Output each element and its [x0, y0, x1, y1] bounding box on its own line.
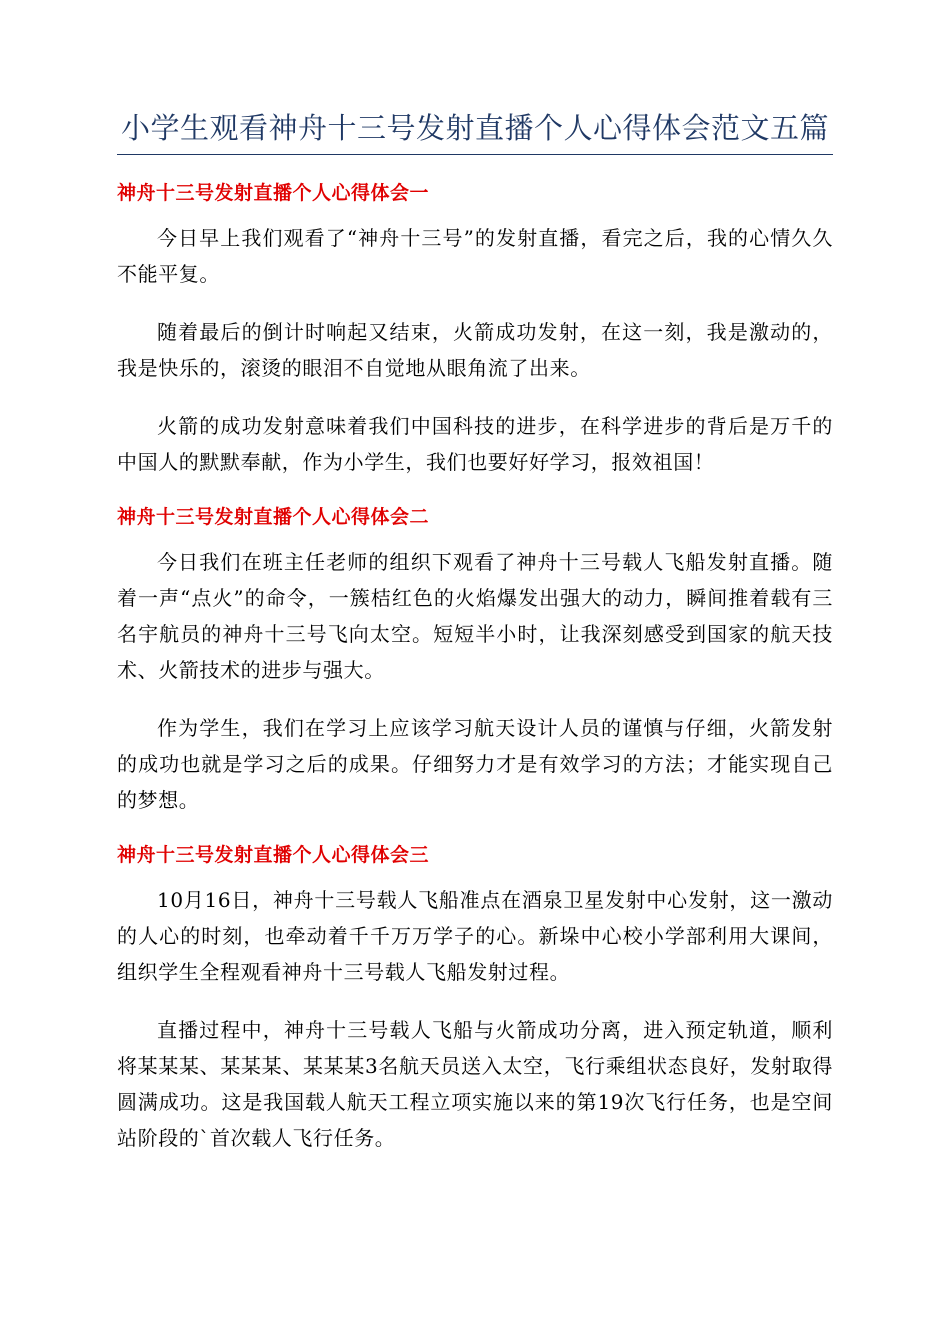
paragraph: 今日我们在班主任老师的组织下观看了神舟十三号载人飞船发射直播。随着一声“点火”的命令，一簇桔红色的火焰爆发出强大的动力，瞬间推着载有三名宇航员的神舟十三号飞向太空。短短半小时，让我深刻感受到国家的航天技术、火箭技术的进步与强大。 [117, 550, 833, 682]
section-1 [117, 178, 833, 480]
page-title: 小学生观看神舟十三号发射直播个人心得体会范文五篇 [120, 111, 829, 145]
document-body [117, 178, 833, 1178]
paragraph: 直播过程中，神舟十三号载人飞船与火箭成功分离，进入预定轨道，顺利将某某某、某某某、某某某3名航天员送入太空，飞行乘组状态良好，发射取得圆满成功。这是我国载人航天工程立项实施以来的第19次飞行任务，也是空间站阶段的`首次载人飞行任务。 [117, 1018, 833, 1150]
paragraph: 10月16日，神舟十三号载人飞船准点在酒泉卫星发射中心发射，这一激动的人心的时刻，也牵动着千千万万学子的心。新垛中心校小学部利用大课间，组织学生全程观看神舟十三号载人飞船发射过程。 [117, 888, 833, 984]
title-block [117, 108, 833, 155]
section-heading: 神舟十三号发射直播个人心得体会二 [117, 506, 430, 528]
section-2 [117, 502, 833, 818]
section-heading: 神舟十三号发射直播个人心得体会三 [117, 844, 430, 866]
paragraph: 今日早上我们观看了“神舟十三号”的发射直播，看完之后，我的心情久久不能平复。 [117, 226, 833, 286]
paragraph: 火箭的成功发射意味着我们中国科技的进步，在科学进步的背后是万千的中国人的默默奉献，作为小学生，我们也要好好学习，报效祖国！ [117, 414, 833, 474]
section-heading: 神舟十三号发射直播个人心得体会一 [117, 182, 430, 204]
paragraph: 随着最后的倒计时响起又结束，火箭成功发射，在这一刻，我是激动的，我是快乐的，滚烫的眼泪不自觉地从眼角流了出来。 [117, 320, 833, 380]
section-3 [117, 840, 833, 1156]
paragraph: 作为学生，我们在学习上应该学习航天设计人员的谨慎与仔细，火箭发射的成功也就是学习之后的成果。仔细努力才是有效学习的方法；才能实现自己的梦想。 [117, 716, 833, 812]
